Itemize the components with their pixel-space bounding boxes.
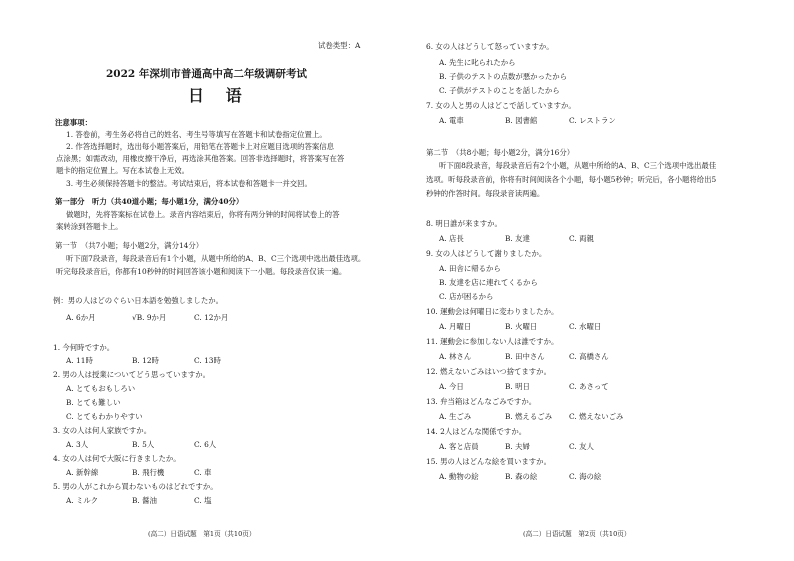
- option: A. 月曜日: [439, 322, 472, 331]
- question: 9. 女の人はどうして謝りましたか。: [426, 249, 547, 258]
- option: A. 林さん: [439, 352, 472, 361]
- question: 13. 弁当箱はどんなごみですか。: [426, 397, 537, 406]
- option: A. 田舎に帰るから: [439, 264, 501, 273]
- section2-instruction: 选项。听每段录音前，你将有时间阅读各个小题，每小题5秒钟；听完后，各小题将给出5: [426, 175, 717, 184]
- part1-instruction: 做题时，先将答案标在试卷上。录音内容结束后，你将有两分钟的时间将试卷上的答: [66, 210, 340, 219]
- option: B. 友達: [505, 234, 530, 243]
- example-question: 例：男の人はどのぐらい日本語を勉強しましたか。: [53, 296, 223, 305]
- example-option: √B. 9か月: [132, 313, 167, 322]
- option: B. 図書館: [505, 116, 538, 125]
- section2-instruction: 听下面8段录音，每段录音后有2个小题，从题中所给的A、B、C三个选项中选出最佳: [439, 161, 717, 170]
- section2-heading: 第二节 （共8小题；每小题2分，满分16分）: [426, 148, 575, 157]
- option: A. ミルク: [66, 496, 99, 505]
- question: 10. 運動会は何曜日に変わりましたか。: [426, 307, 559, 316]
- option: A. とてもおもしろい: [66, 384, 136, 393]
- option: B. 12時: [132, 356, 159, 365]
- part1-instruction: 案转涂到答题卡上。: [56, 222, 123, 231]
- question: 2. 男の人は授業についてどう思っていますか。: [53, 370, 211, 379]
- question: 3. 女の人は何人家族ですか。: [53, 426, 152, 435]
- option: B. 友達を店に連れてくるから: [439, 278, 538, 287]
- option: C. あさって: [569, 382, 609, 391]
- option: B. 火曜日: [505, 322, 538, 331]
- option: A. 客と店員: [439, 442, 479, 451]
- question: 4. 女の人は何で大阪に行きましたか。: [53, 454, 181, 463]
- option: C. 燃えないごみ: [569, 412, 624, 421]
- section2-instruction: 秒钟的作答时间。每段录音读两遍。: [426, 189, 545, 198]
- option: B. 明日: [505, 382, 530, 391]
- option: C. レストラン: [569, 116, 616, 125]
- option: A. 動物の絵: [439, 472, 479, 481]
- part1-heading: 第一部分 听力（共40道小题；每小题1分，满分40分）: [55, 197, 244, 206]
- notes-heading: 注意事项：: [55, 118, 92, 127]
- question: 15. 男の人はどんな絵を買いますか。: [426, 457, 551, 466]
- option: A. 先生に叱られたから: [439, 58, 516, 67]
- note-line: 2. 作答选择题时，选出每小题答案后，用铅笔在答题卡上对应题目选项的答案信息: [66, 142, 335, 151]
- example-option: A. 6か月: [66, 313, 96, 322]
- option: C. 水曜日: [569, 322, 602, 331]
- option: A. 生ごみ: [439, 412, 472, 421]
- option: C. 両親: [569, 234, 594, 243]
- option: C. 塩: [194, 496, 212, 505]
- option: A. 電車: [439, 116, 464, 125]
- paper-type: 试卷类型：A: [318, 41, 361, 50]
- question: 11. 運動会に参加しない人は誰ですか。: [426, 337, 559, 346]
- question: 5. 男の人がこれから買わないものはどれですか。: [53, 482, 218, 491]
- option: C. 13時: [194, 356, 221, 365]
- section1-instruction: 听完每段录音后，你都有10秒钟的时间回答该小题和阅读下一小题。每段录音仅读一遍。: [56, 267, 347, 276]
- page-footer: (高二）日语试题 第2页（共10页）: [523, 530, 631, 538]
- section1-heading: 第一节 （共7小题；每小题2分，满分14分）: [55, 241, 204, 250]
- option: B. 森の絵: [505, 472, 538, 481]
- page-footer: (高二）日语试题 第1页（共10页）: [148, 530, 256, 538]
- option: A. 11時: [66, 356, 93, 365]
- note-line: 3. 考生必须保持答题卡的整洁。考试结束后，将本试卷和答题卡一并交回。: [66, 179, 312, 188]
- option: A. 新幹線: [66, 468, 99, 477]
- option: C. とてもわかりやすい: [66, 412, 143, 421]
- subject-title: 日 语: [188, 86, 250, 105]
- option: C. 店が困るから: [439, 292, 494, 301]
- question: 7. 女の人と男の人はどこで話していますか。: [426, 101, 576, 110]
- option: C. 海の絵: [569, 472, 602, 481]
- option: B. 夫婦: [505, 442, 530, 451]
- note-line: 题卡的指定位置上。写在本试卷上无效。: [56, 166, 190, 175]
- option: C. 高橋さん: [569, 352, 609, 361]
- option: B. 5人: [132, 440, 155, 449]
- example-option: C. 12か月: [194, 313, 229, 322]
- option: B. 燃えるごみ: [505, 412, 553, 421]
- question: 8. 明日誰が来ますか。: [426, 219, 502, 228]
- option: C. 子供がテストのことを話したから: [439, 86, 560, 95]
- option: A. 3人: [66, 440, 89, 449]
- option: A. 今日: [439, 382, 464, 391]
- option: B. 飛行機: [132, 468, 165, 477]
- question: 1. 今何時ですか。: [53, 343, 115, 352]
- question: 12. 燃えないごみはいつ捨てますか。: [426, 367, 551, 376]
- option: B. 醤油: [132, 496, 157, 505]
- exam-title: 2022 年深圳市普通高中高二年级调研考试: [106, 68, 307, 80]
- question: 6. 女の人はどうして怒っていますか。: [426, 42, 554, 51]
- option: B. とても難しい: [66, 398, 121, 407]
- note-line: 点涂黑；如需改动，用橡皮擦干净后，再选涂其他答案。回答非选择题时，将答案写在答: [56, 154, 345, 163]
- question: 14. 2人はどんな関係ですか。: [426, 427, 527, 436]
- option: C. 友人: [569, 442, 594, 451]
- page-right: [397, 0, 794, 561]
- note-line: 1. 答卷前，考生务必将自己的姓名、考生号等填写在答题卡和试卷指定位置上。: [66, 130, 327, 139]
- option: C. 6人: [194, 440, 217, 449]
- option: B. 田中さん: [505, 352, 545, 361]
- section1-instruction: 听下面7段录音，每段录音后有1个小题，从题中所给的A、B、C三个选项中选出最佳选项。: [66, 254, 366, 263]
- option: B. 子供のテストの点数が悪かったから: [439, 72, 568, 81]
- option: A. 店長: [439, 234, 464, 243]
- option: C. 車: [194, 468, 212, 477]
